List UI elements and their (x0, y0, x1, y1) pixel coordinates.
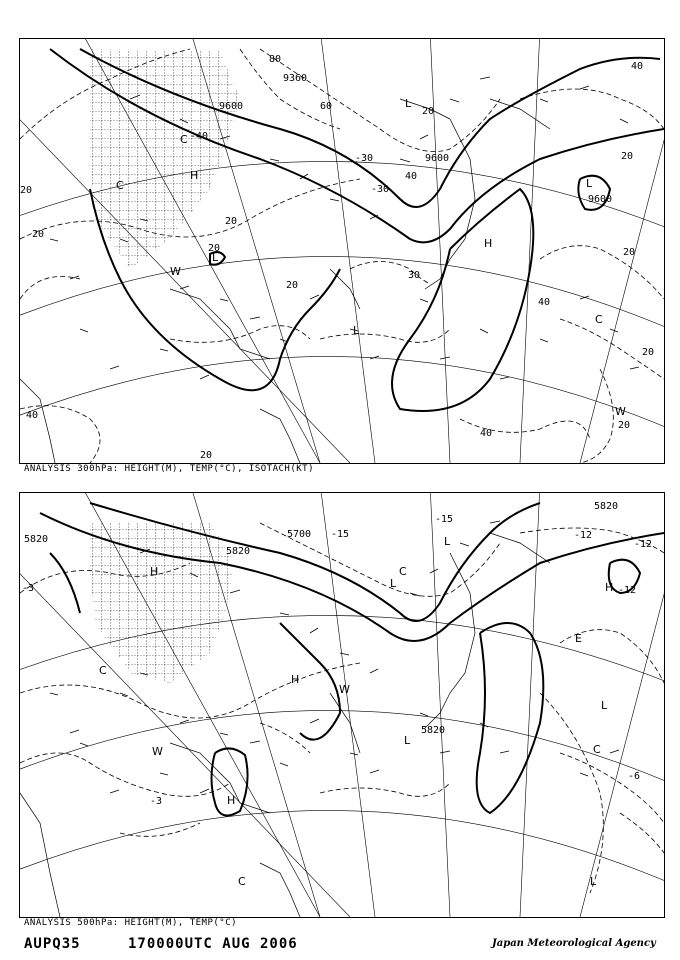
agency-name: Japan Meteorological Agency (492, 938, 656, 949)
e-marker: E (575, 632, 582, 645)
isotach-label: 20 (642, 347, 655, 358)
isotach-label: 80 (269, 54, 282, 65)
warm-marker: W (615, 405, 626, 418)
height-label: 5820 (24, 534, 49, 545)
chart-500hpa (19, 492, 665, 918)
cold-marker: C (180, 133, 188, 146)
isotach-label: 20 (623, 247, 636, 258)
temp-label: -3 (150, 796, 163, 807)
low-pressure-marker: L (404, 734, 411, 747)
height-label: 5700 (287, 529, 312, 540)
high-pressure-marker: H (227, 794, 236, 807)
height-label: 9600 (588, 194, 613, 205)
low-pressure-marker: L (390, 577, 397, 590)
isotach-label: 40 (538, 297, 551, 308)
high-pressure-marker: H (291, 673, 300, 686)
isotach-label: 20 (422, 106, 435, 117)
valid-time: 170000UTC AUG 2006 (128, 936, 298, 952)
temp-label: -30 (371, 184, 390, 195)
isotach-label: 40 (480, 428, 493, 439)
map-500hpa (20, 493, 664, 917)
cold-marker: C (116, 179, 124, 192)
caption-300hpa: ANALYSIS 300hPa: HEIGHT(M), TEMP(°C), ISOTACH(KT) (24, 464, 315, 474)
isotach-label: 20 (208, 243, 221, 254)
caption-500hpa: ANALYSIS 500hPa: HEIGHT(M), TEMP(°C) (24, 918, 238, 928)
isotach-label: 20 (20, 185, 33, 196)
hatched-terrain-area (90, 523, 235, 683)
temp-label: -15 (435, 514, 454, 525)
temp-label: -12 (634, 539, 653, 550)
low-pressure-marker: L (586, 177, 593, 190)
high-pressure-marker: H (605, 581, 614, 594)
high-pressure-marker: H (484, 237, 493, 250)
isotach-label: 20 (32, 229, 45, 240)
chart-code: AUPQ35 (24, 936, 81, 952)
height-label: 9600 (425, 153, 450, 164)
warm-marker: W (339, 683, 350, 696)
height-label: 5820 (421, 725, 446, 736)
temp-label: -12 (618, 585, 637, 596)
temp-label: -30 (355, 153, 374, 164)
temp-label: -3 (22, 583, 35, 594)
cold-marker: C (99, 664, 107, 677)
height-label: 9360 (283, 73, 308, 84)
isotach-label: 60 (320, 101, 333, 112)
low-pressure-marker: L (212, 251, 219, 264)
low-pressure-marker: L (590, 875, 597, 888)
height-label: 5820 (594, 501, 619, 512)
isotach-label: 40 (26, 410, 39, 421)
warm-marker: W (152, 745, 163, 758)
cold-marker: C (238, 875, 246, 888)
cold-marker: C (595, 313, 603, 326)
map-300hpa (20, 39, 664, 463)
high-pressure-marker: H (190, 169, 199, 182)
isotach-label: 20 (200, 450, 213, 461)
high-pressure-marker: H (150, 565, 159, 578)
isotach-label: 20 (621, 151, 634, 162)
low-pressure-marker: L (601, 699, 608, 712)
height-label: 9600 (219, 101, 244, 112)
isotach-label: 20 (286, 280, 299, 291)
low-pressure-marker: L (405, 97, 412, 110)
temp-label: -15 (331, 529, 350, 540)
isotach-label: 40 (405, 171, 418, 182)
temp-label: -12 (574, 530, 593, 541)
isotach-label: 40 (631, 61, 644, 72)
height-label: 5820 (226, 546, 251, 557)
isotach-label: 30 (408, 270, 421, 281)
low-pressure-marker: L (353, 324, 360, 337)
warm-marker: W (170, 265, 181, 278)
low-pressure-marker: L (444, 535, 451, 548)
cold-marker: C (593, 743, 601, 756)
cold-marker: C (399, 565, 407, 578)
isotach-label: 20 (225, 216, 238, 227)
temp-label: -6 (628, 771, 641, 782)
chart-300hpa (19, 38, 665, 464)
temp-label: -40 (190, 131, 209, 142)
hatched-terrain-area (90, 49, 240, 269)
isotach-label: 20 (618, 420, 631, 431)
